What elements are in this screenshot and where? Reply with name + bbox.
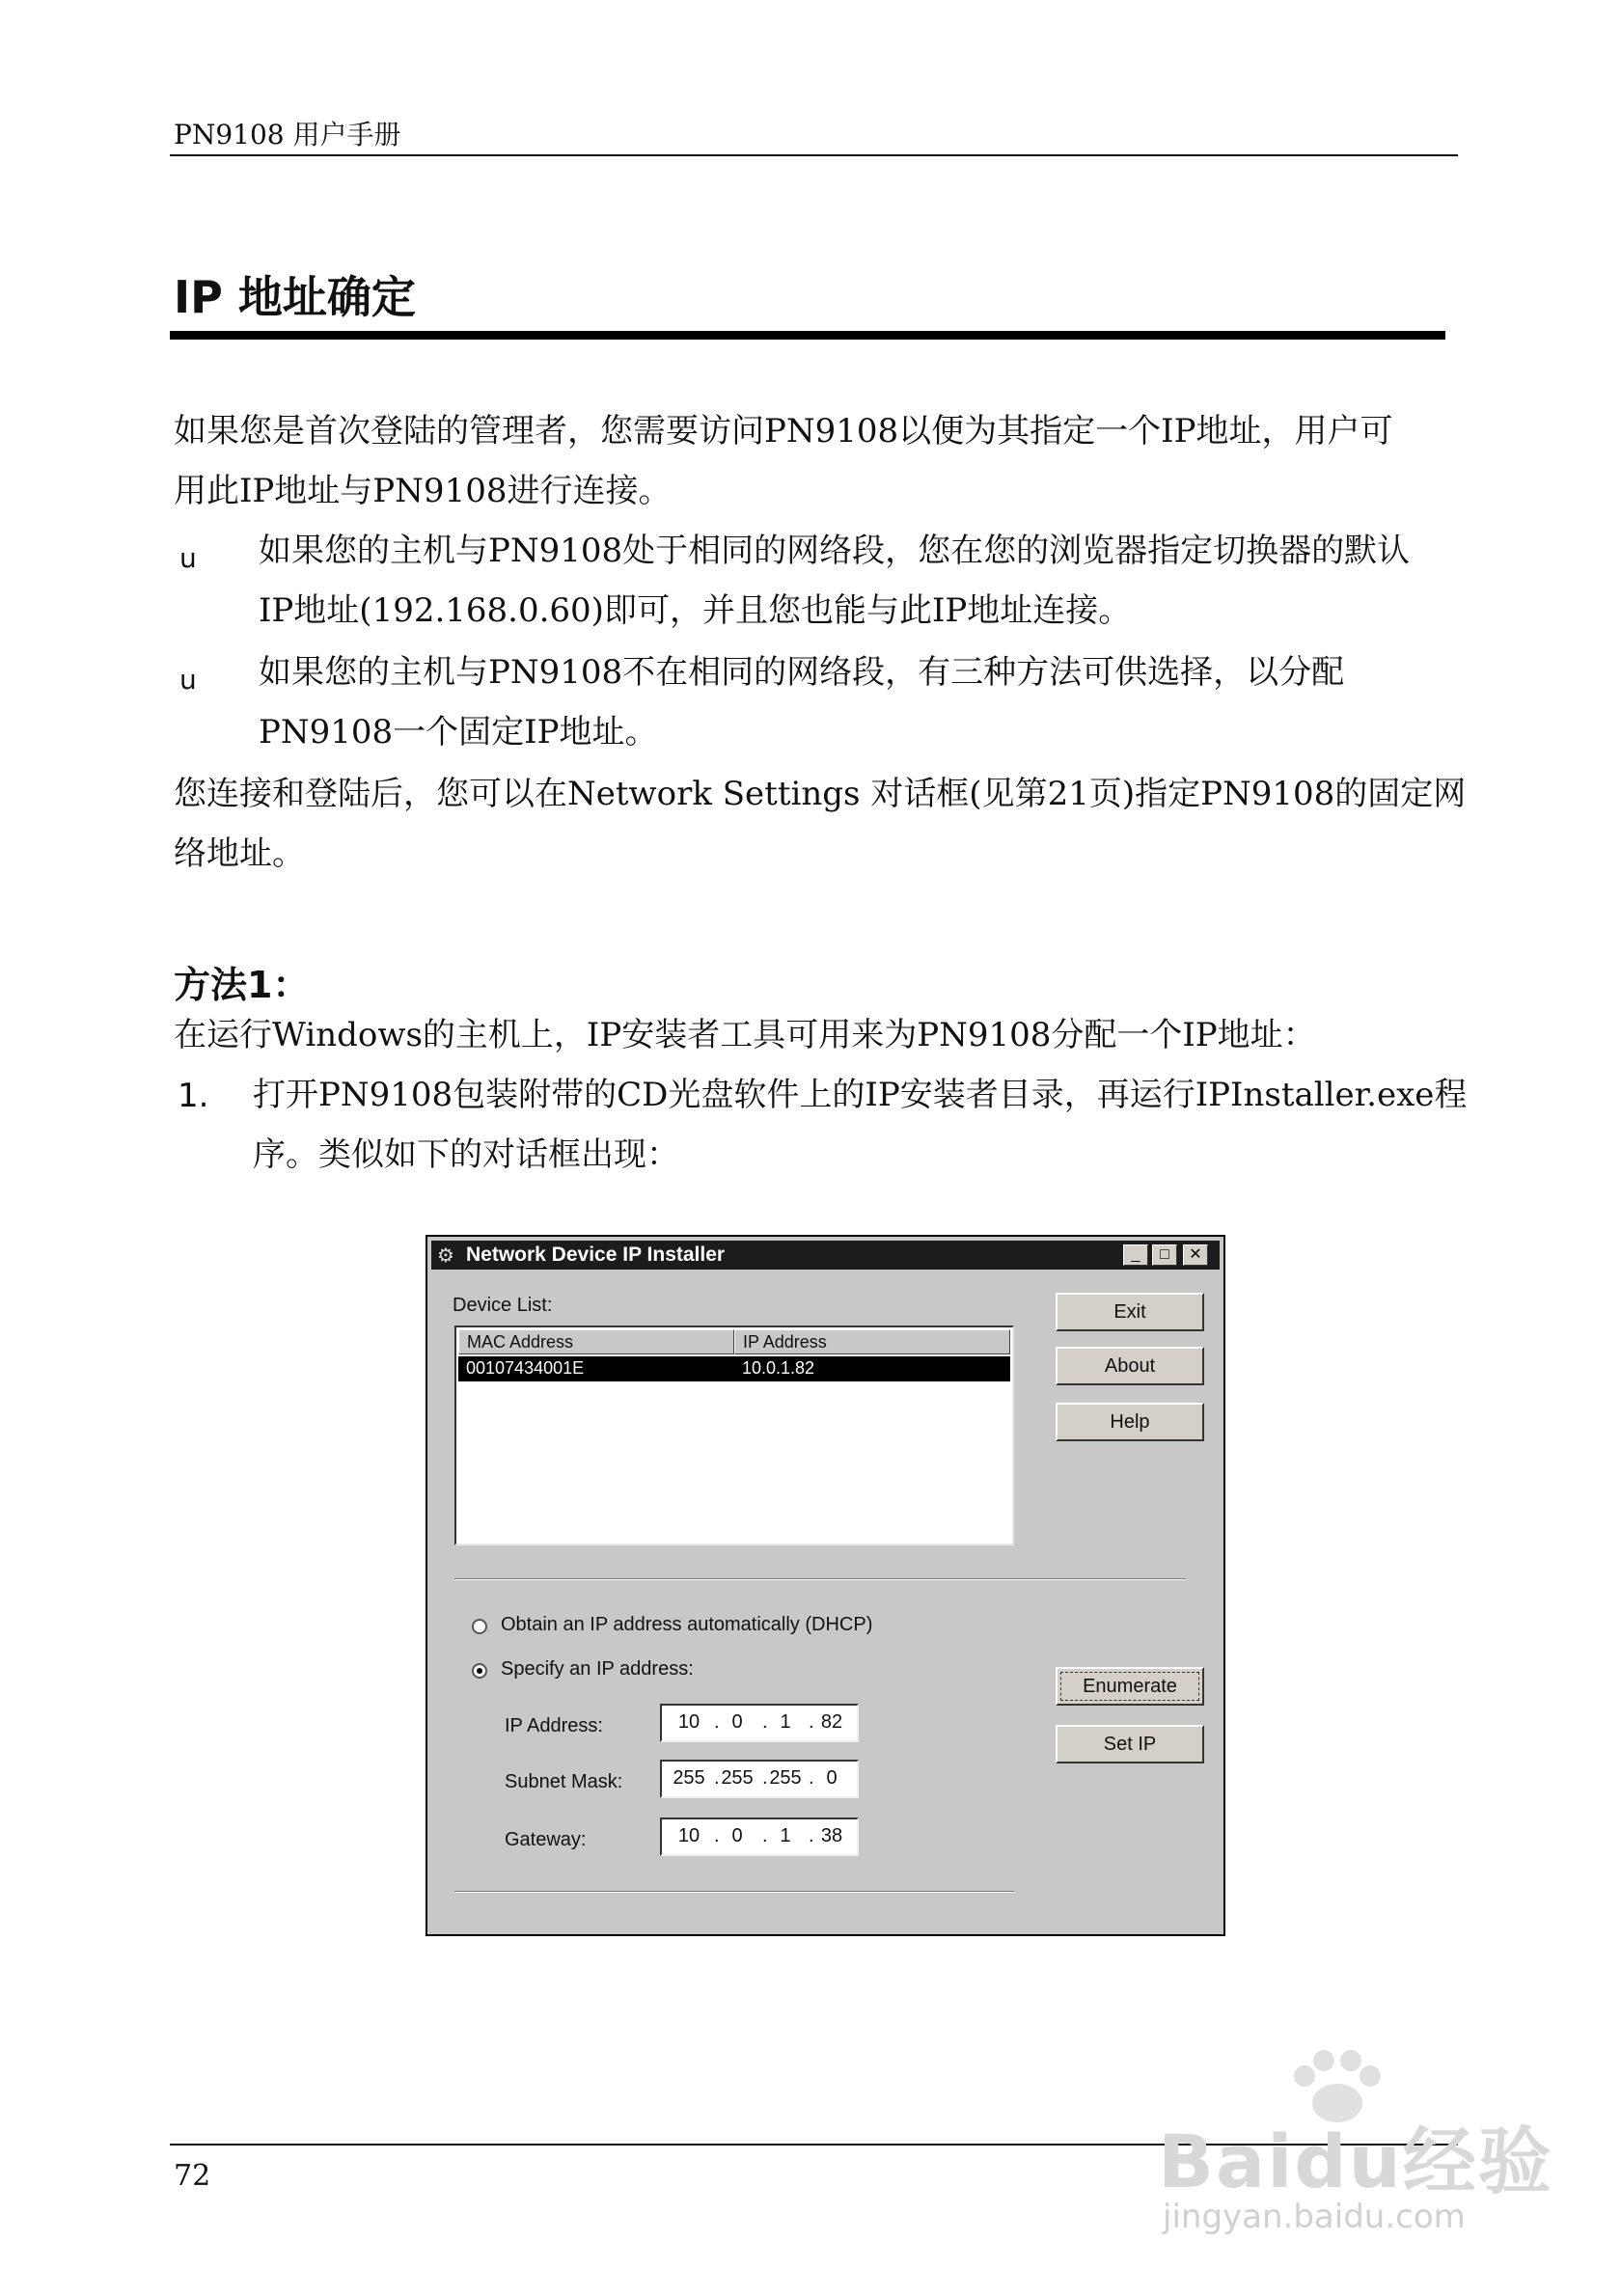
bullet-marker: u <box>179 542 197 574</box>
section-title: IP 地址确定 <box>174 271 416 323</box>
device-ip: 10.0.1.82 <box>742 1358 815 1378</box>
octet-dot: . <box>714 1711 720 1733</box>
method-intro: 在运行Windows的主机上，IP安装者工具可用来为PN9108分配一个IP地址： <box>174 1016 1316 1054</box>
close-icon: ✕ <box>1189 1246 1202 1263</box>
mask-octet: 255 <box>721 1767 754 1789</box>
octet-dot: . <box>714 1767 720 1789</box>
octet-dot: . <box>762 1825 768 1846</box>
gateway-octet: 0 <box>731 1825 743 1846</box>
minimize-button[interactable] <box>1123 1244 1148 1266</box>
help-button[interactable]: Help <box>1056 1403 1204 1441</box>
bullet-1-line-1: 如果您的主机与PN9108处于相同的网络段，您在您的浏览器指定切换器的默认 <box>259 532 1411 570</box>
dialog-titlebar[interactable] <box>431 1241 1220 1270</box>
page-number: 72 <box>174 2159 211 2193</box>
maximize-button[interactable] <box>1152 1244 1177 1266</box>
mask-octet: 255 <box>769 1767 802 1789</box>
step-number: 1. <box>178 1077 209 1115</box>
after-line-2: 络地址。 <box>174 834 305 873</box>
octet-dot: . <box>762 1767 768 1789</box>
ip-address-label: IP Address: <box>505 1715 603 1736</box>
mask-octet: 255 <box>673 1767 705 1789</box>
running-header: PN9108 用户手册 <box>174 119 401 150</box>
ip-installer-dialog <box>426 1235 1225 1936</box>
ip-octet: 0 <box>731 1711 743 1733</box>
ip-address-field[interactable] <box>660 1704 859 1742</box>
header-divider <box>170 154 1458 156</box>
bullet-1-line-2: IP地址(192.168.0.60)即可，并且您也能与此IP地址连接。 <box>259 591 1132 630</box>
watermark-brand: Baidu经验 <box>1158 2118 1553 2204</box>
set-ip-button[interactable]: Set IP <box>1056 1725 1204 1763</box>
ip-octet: 82 <box>820 1711 843 1733</box>
ip-octet: 1 <box>780 1711 791 1733</box>
radio-selected-dot <box>477 1668 482 1674</box>
title-underline <box>170 331 1445 340</box>
gateway-octet: 10 <box>677 1825 701 1846</box>
ip-octet: 10 <box>677 1711 701 1733</box>
exit-button[interactable]: Exit <box>1056 1293 1204 1331</box>
intro-line-1: 如果您是首次登陆的管理者，您需要访问PN9108以便为其指定一个IP地址，用户可 <box>174 412 1393 451</box>
bottom-separator <box>454 1891 1014 1893</box>
dialog-title: Network Device IP Installer <box>466 1244 726 1266</box>
gateway-octet: 1 <box>780 1825 791 1846</box>
octet-dot: . <box>809 1767 814 1789</box>
gateway-octet: 38 <box>820 1825 843 1846</box>
maximize-icon: □ <box>1160 1246 1169 1263</box>
octet-dot: . <box>809 1825 814 1846</box>
intro-line-2: 用此IP地址与PN9108进行连接。 <box>174 472 672 510</box>
about-button[interactable]: About <box>1056 1347 1204 1385</box>
radio-specify[interactable] <box>472 1663 487 1679</box>
subnet-mask-label: Subnet Mask: <box>505 1771 623 1792</box>
radio-dhcp-label[interactable]: Obtain an IP address automatically (DHCP) <box>501 1614 873 1635</box>
gateway-label: Gateway: <box>505 1829 587 1850</box>
watermark-url: jingyan.baidu.com <box>1163 2198 1466 2236</box>
app-icon: ⚙ <box>437 1245 454 1267</box>
bullet-marker: u <box>179 664 197 696</box>
bullet-2-line-2: PN9108一个固定IP地址。 <box>259 713 658 752</box>
close-button[interactable] <box>1183 1244 1208 1266</box>
device-row[interactable] <box>458 1356 1010 1381</box>
gateway-field[interactable] <box>660 1818 859 1856</box>
octet-dot: . <box>762 1711 768 1733</box>
radio-specify-label[interactable]: Specify an IP address: <box>501 1658 694 1680</box>
separator <box>454 1578 1186 1580</box>
device-mac: 00107434001E <box>466 1358 585 1378</box>
octet-dot: . <box>714 1825 720 1846</box>
minimize-icon: _ <box>1131 1246 1140 1263</box>
subnet-mask-field[interactable] <box>660 1760 859 1798</box>
step-line-2: 序。类似如下的对话框出现： <box>253 1135 679 1174</box>
column-header-mac[interactable]: MAC Address <box>458 1329 734 1354</box>
device-list-label: Device List: <box>453 1295 553 1316</box>
column-header-ip[interactable]: IP Address <box>734 1329 1010 1354</box>
mask-octet: 0 <box>826 1767 838 1789</box>
device-list[interactable] <box>454 1326 1014 1545</box>
after-line-1: 您连接和登陆后，您可以在Network Settings 对话框(见第21页)指定PN9108的固定网 <box>174 775 1467 813</box>
step-line-1: 打开PN9108包装附带的CD光盘软件上的IP安装者目录，再运行IPInstaller.exe程 <box>253 1076 1468 1114</box>
octet-dot: . <box>809 1711 814 1733</box>
enumerate-button[interactable]: Enumerate <box>1056 1667 1204 1706</box>
bullet-2-line-1: 如果您的主机与PN9108不在相同的网络段，有三种方法可供选择，以分配 <box>259 653 1345 692</box>
radio-dhcp[interactable] <box>472 1619 487 1634</box>
method-heading: 方法1： <box>174 964 310 1006</box>
